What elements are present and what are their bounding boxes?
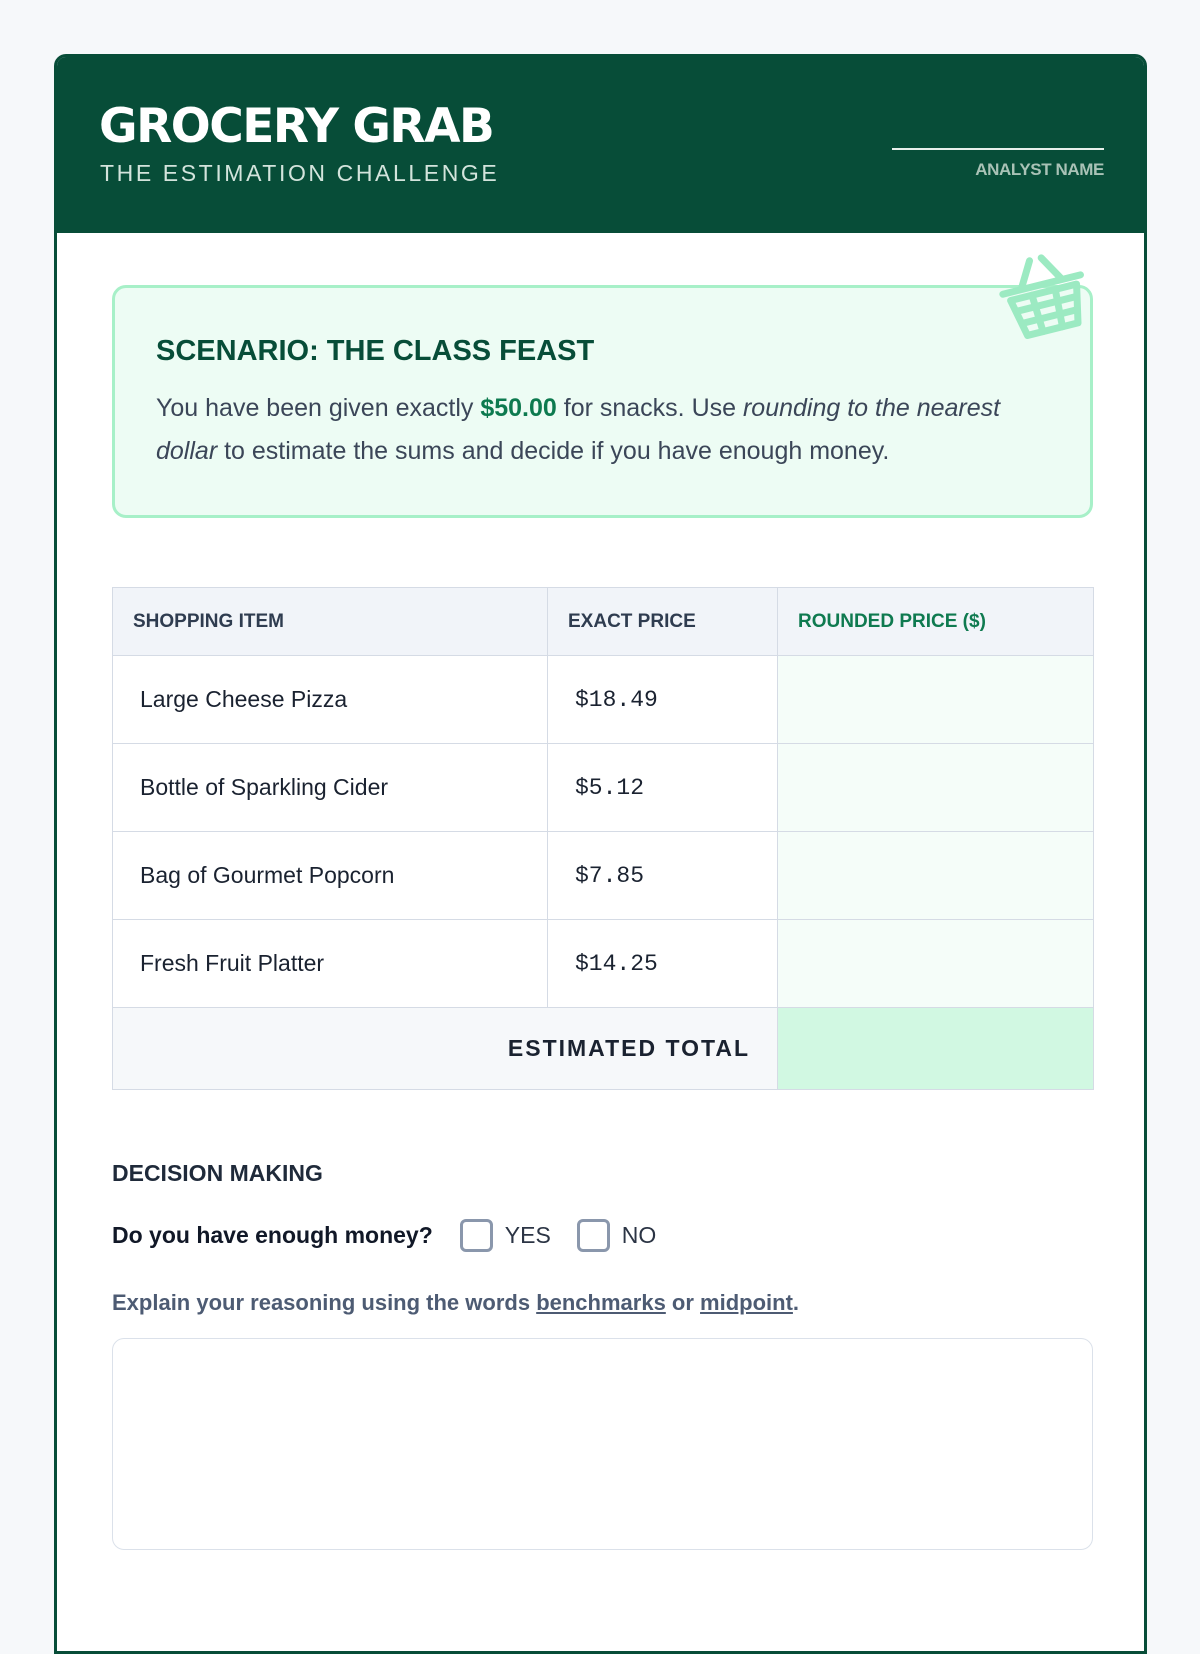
keyword-benchmarks: benchmarks [536, 1290, 666, 1315]
no-checkbox[interactable] [577, 1219, 610, 1252]
table-row [113, 832, 1094, 920]
yes-checkbox[interactable] [460, 1219, 493, 1252]
yes-label: YES [504, 1221, 551, 1248]
reasoning-text: or [665, 1290, 701, 1315]
reasoning-text: Explain your reasoning using the words [112, 1290, 537, 1315]
item-name: Bottle of Sparkling Cider [113, 744, 548, 832]
reasoning-answer-box[interactable] [112, 1338, 1093, 1550]
rounded-price-input[interactable] [778, 832, 1094, 920]
column-header-exact-price: EXACT PRICE [548, 588, 778, 656]
analyst-name-field[interactable] [892, 148, 1104, 150]
exact-price: $7.85 [548, 832, 778, 920]
item-name: Bag of Gourmet Popcorn [113, 832, 548, 920]
no-label: NO [621, 1221, 657, 1248]
enough-money-question [112, 1217, 682, 1253]
reasoning-text: . [792, 1290, 800, 1315]
scenario-text [156, 387, 1066, 473]
scenario-emphasis: rounding to the nearest dollar [156, 394, 1001, 465]
scenario-box [112, 285, 1093, 518]
worksheet-subtitle: THE ESTIMATION CHALLENGE [100, 160, 500, 186]
item-name: Fresh Fruit Platter [113, 920, 548, 1008]
shopping-table [112, 587, 1094, 1090]
table-row [113, 920, 1094, 1008]
budget-amount: $50.00 [480, 394, 557, 422]
exact-price: $18.49 [548, 656, 778, 744]
estimated-total-label: ESTIMATED TOTAL [113, 1008, 778, 1090]
column-header-rounded-price: ROUNDED PRICE ($) [778, 588, 1094, 656]
worksheet-title: GROCERY GRAB [99, 99, 494, 154]
rounded-price-input[interactable] [778, 744, 1094, 832]
decision-heading: DECISION MAKING [112, 1160, 323, 1186]
table-row [113, 656, 1094, 744]
estimated-total-input[interactable] [778, 1008, 1094, 1090]
table-row [113, 744, 1094, 832]
scenario-text-part: for snacks. Use [556, 394, 743, 422]
scenario-title: SCENARIO: THE CLASS FEAST [156, 335, 595, 367]
column-header-item: SHOPPING ITEM [113, 588, 548, 656]
reasoning-prompt [112, 1290, 799, 1316]
keyword-midpoint: midpoint [700, 1290, 793, 1315]
item-name: Large Cheese Pizza [113, 656, 548, 744]
rounded-price-input[interactable] [778, 920, 1094, 1008]
worksheet-header [57, 57, 1144, 233]
scenario-text-part: You have been given exactly [156, 394, 481, 422]
scenario-text-part: to estimate the sums and decide if you have enough money. [217, 437, 890, 465]
basket-icon [996, 252, 1096, 347]
exact-price: $14.25 [548, 920, 778, 1008]
table-header-row [113, 588, 1094, 656]
rounded-price-input[interactable] [778, 656, 1094, 744]
exact-price: $5.12 [548, 744, 778, 832]
question-label: Do you have enough money? [112, 1221, 433, 1248]
analyst-name-label: ANALYST NAME [975, 160, 1104, 179]
worksheet-card [54, 54, 1147, 1654]
total-row [113, 1008, 1094, 1090]
